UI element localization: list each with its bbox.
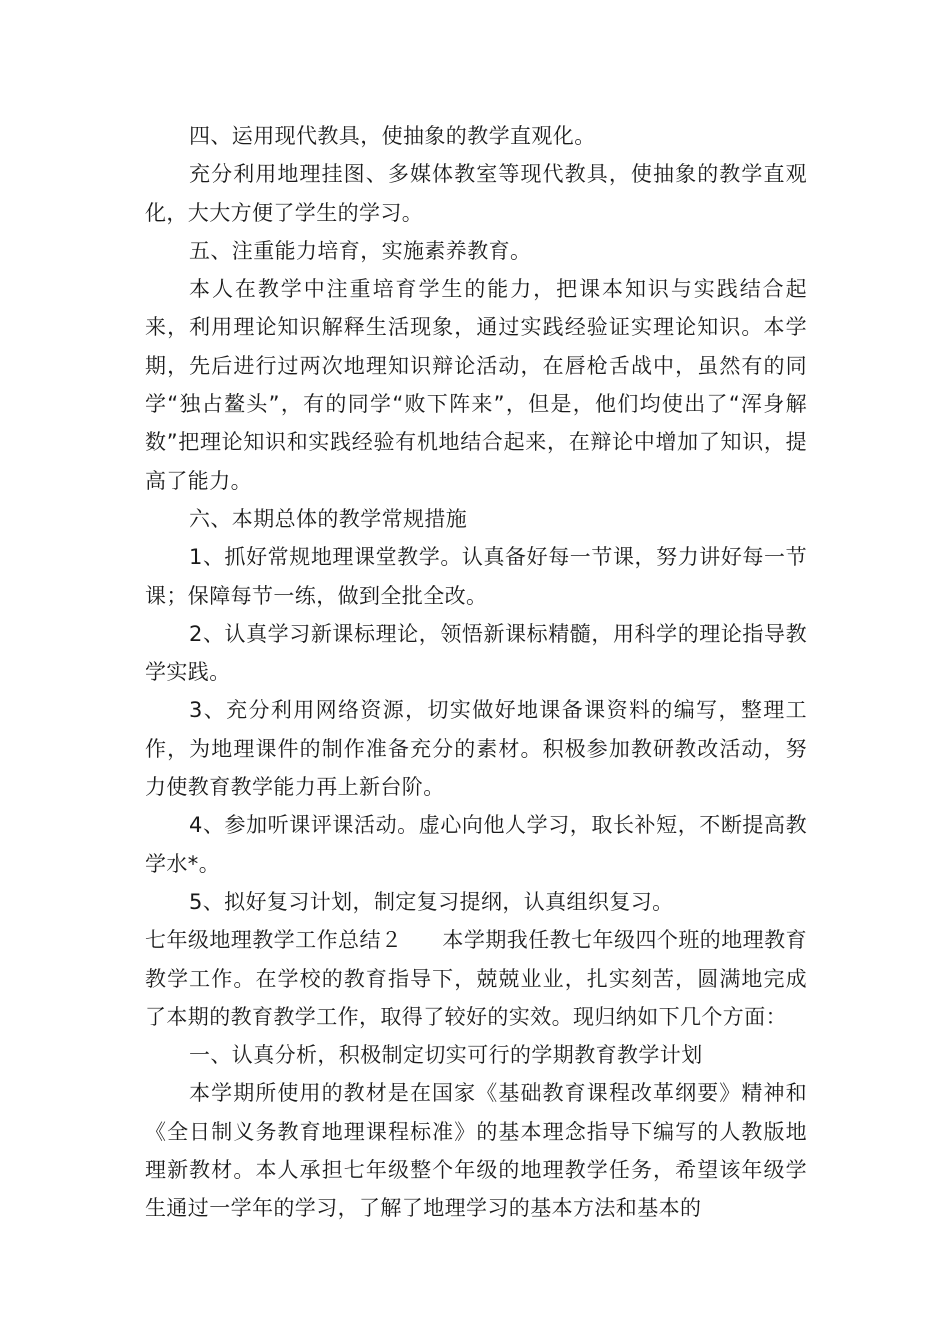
paragraph: 一、认真分析，积极制定切实可行的学期教育教学计划 (189, 1043, 703, 1068)
paragraph: 本人在教学中注重培育学生的能力，把课本知识与实践结合起来，利用理论知识解释生活现象，通过实践经验证实理论知识。本学期，先后进行过两次地理知识辩论活动，在唇枪舌战中，虽然有的同学“独占鳌头”，有的同学“败下阵来”，但是，他们均使出了“浑身解数”把理论知识和实践经验有机地结合起来，在辩论中增加了知识，提高了能力。 (145, 277, 807, 493)
paragraph: 五、注重能力培育，实施素养教育。 (189, 238, 532, 263)
paragraph: 1、抓好常规地理课堂教学。认真备好每一节课，努力讲好每一节课；保障每节一练，做到全批全改。 (145, 545, 807, 608)
paragraph: 2、认真学习新课标理论，领悟新课标精髓，用科学的理论指导教学实践。 (145, 621, 807, 685)
paragraph: 3、充分利用网络资源，切实做好地课备课资料的编写，整理工作，为地理课件的制作准备充分的素材。积极参加教研教改活动，努力使教育教学能力再上新台阶。 (145, 698, 807, 800)
paragraph: 六、本期总体的教学常规措施 (189, 506, 468, 531)
section-2-heading: 七年级地理教学工作总结２ (145, 928, 403, 953)
paragraph: 本学期所使用的教材是在国家《基础教育课程改革纲要》精神和《全日制义务教育地理课程标准》的基本理念指导下编写的人教版地理新教材。本人承担七年级整个年级的地理教学任务，希望该年级学生通过一学年的学习，了解了地理学习的基本方法和基本的 (145, 1081, 807, 1221)
paragraph: 4、参加听课评课活动。虚心向他人学习，取长补短，不断提高教学水*。 (145, 813, 807, 876)
paragraph: 充分利用地理挂图、多媒体教室等现代教具，使抽象的教学直观化，大大方便了学生的学习。 (145, 162, 807, 225)
paragraph: 四、运用现代教具，使抽象的教学直观化。 (189, 124, 596, 148)
section-2-paragraph (145, 921, 807, 1036)
paragraph: 5、拟好复习计划，制定复习提纲，认真组织复习。 (189, 889, 674, 914)
section-2-body: 本学期我任教七年级四个班的地理教育教学工作。在学校的教育指导下，兢兢业业，扎实刻苦，圆满地完成了本期的教育教学工作，取得了较好的实效。现归纳如下几个方面： (145, 928, 807, 1029)
document-page (145, 117, 807, 1228)
